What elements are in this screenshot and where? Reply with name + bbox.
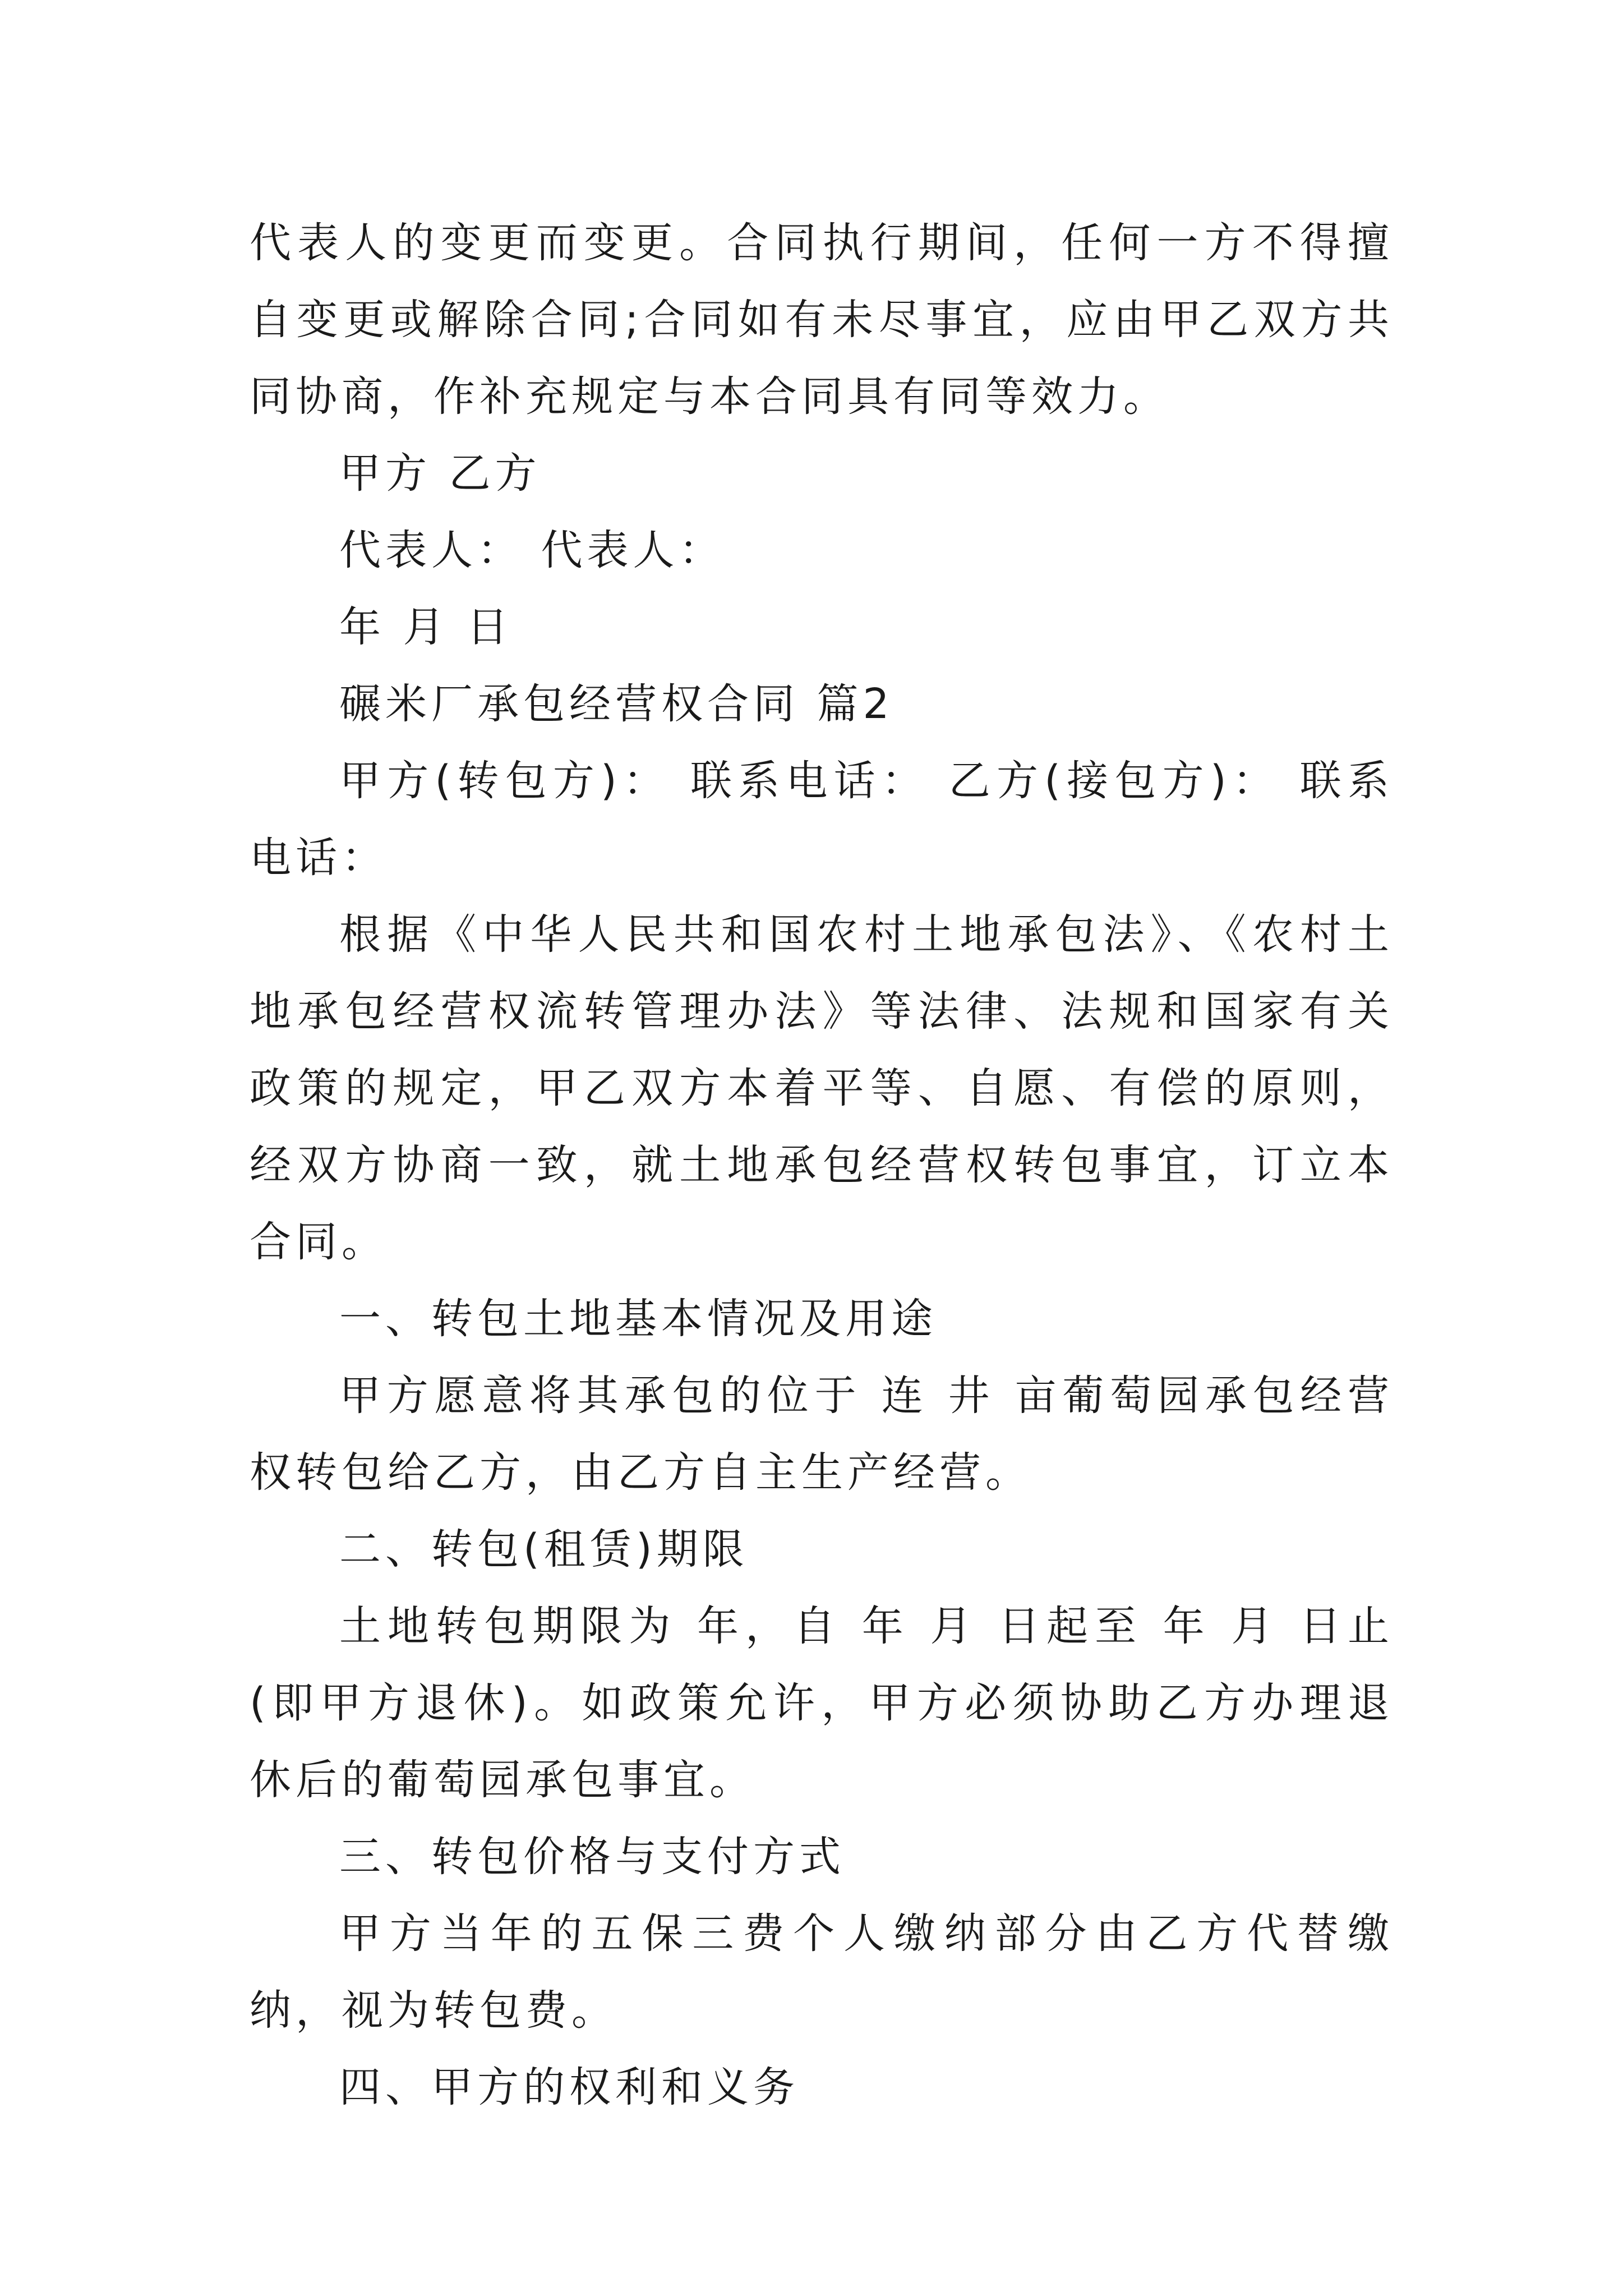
clause-heading-1: 一、转包土地基本情况及用途 bbox=[339, 1295, 937, 1343]
paragraph-payment: 甲方当年的五保三费个人缴纳部分由乙方代替缴纳，视为转包费。 bbox=[250, 1910, 1394, 2035]
paragraph-term: 土地转包期限为 年，自 年 月 日起至 年 月 日止(即甲方退休)。如政策允许，甲方必须协助乙方办理退休后的葡萄园承包事宜。 bbox=[250, 1602, 1394, 1804]
clause-heading-3: 三、转包价格与支付方式 bbox=[339, 1833, 845, 1881]
paragraph-land-info: 甲方愿意将其承包的位于 连 井 亩葡萄园承包经营权转包给乙方，由乙方自主生产经营。 bbox=[250, 1372, 1394, 1497]
signature-representatives: 代表人： 代表人： bbox=[339, 526, 725, 574]
parties-contact-line: 甲方(转包方)： 联系电话： 乙方(接包方)： 联系电话： bbox=[250, 757, 1394, 882]
signature-date: 年 月 日 bbox=[339, 603, 513, 651]
clause-heading-4: 四、甲方的权利和义务 bbox=[339, 2063, 799, 2111]
signature-parties: 甲方 乙方 bbox=[339, 449, 541, 498]
document-body bbox=[250, 205, 1394, 2126]
paragraph-legal-basis: 根据《中华人民共和国农村土地承包法》、《农村土地承包经营权流转管理办法》等法律、法规和国家有关政策的规定，甲乙双方本着平等、自愿、有偿的原则，经双方协商一致，就土地承包经营权转包事宜，订立本合同。 bbox=[250, 910, 1394, 1266]
clause-heading-2: 二、转包(租赁)期限 bbox=[339, 1525, 749, 1573]
paragraph-contract-effect: 代表人的变更而变更。合同执行期间，任何一方不得擅自变更或解除合同;合同如有未尽事宜，应由甲乙双方共同协商，作补充规定与本合同具有同等效力。 bbox=[250, 219, 1394, 421]
section-title: 碾米厂承包经营权合同 篇2 bbox=[339, 680, 894, 728]
